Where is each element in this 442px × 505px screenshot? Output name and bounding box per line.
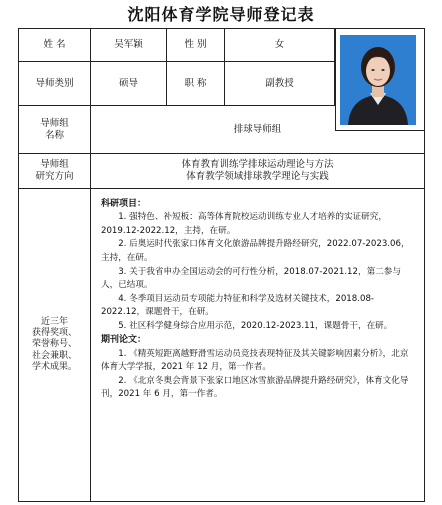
projects-heading: 科研项目： xyxy=(101,199,147,209)
paper-item: 2. 《北京冬奥会背景下张家口地区冰雪旅游品牌提升路经研究》，体育文化导刊，2021 年 6 月，第一作者。 xyxy=(101,375,409,400)
gender-value: 女 xyxy=(225,29,335,62)
rank-value: 副教授 xyxy=(225,62,335,106)
project-item: 5. 社区科学健身综合应用示范，2020.12-2023.11，课题骨干，在研。 xyxy=(118,320,393,331)
direction-values xyxy=(91,154,424,189)
direction-line-1: 体育教育训练学排球运动理论与方法 xyxy=(181,159,334,171)
name-value: 吴军颖 xyxy=(91,29,167,62)
type-label: 导师类别 xyxy=(19,62,91,106)
portrait-photo xyxy=(340,35,416,125)
direction-label: 导师组 研究方向 xyxy=(19,154,91,189)
direction-line-2: 体育教学领域排球教学理论与实践 xyxy=(186,171,329,182)
rank-label: 职 称 xyxy=(167,62,225,106)
achievements-content xyxy=(91,189,423,402)
papers-heading: 期刊论文： xyxy=(101,335,147,346)
type-value: 硕导 xyxy=(91,62,167,106)
project-item: 3. 关于我省申办全国运动会的可行性分析，2018.07-2021.12，第二参与人，已结项。 xyxy=(101,266,401,291)
portrait-figure xyxy=(340,35,416,125)
paper-item: 1. 《精英短距离越野滑雪运动员竞技表现特征及其关键影响因素分析》，北京体育大学学报，2021 年 12 月，第一作者。 xyxy=(101,348,409,373)
group-label: 导师组 名称 xyxy=(19,106,91,154)
project-item: 1. 强特色、补短板：高等体育院校运动训练专业人才培养的实证研究，2019.12-2022.12，主持，在研。 xyxy=(101,212,387,236)
page-title: 沈阳体育学院导师登记表 xyxy=(127,5,315,24)
group-value: 排球导师组 xyxy=(91,106,424,154)
achievements-label: 近三年 获得奖项、 荣誉称号、 社会兼职、 学术成果。 xyxy=(19,189,91,501)
project-item: 4. 冬季项目运动员专项能力特征和科学及选材关键技术，2018.08-2022.12，课题骨干，在研。 xyxy=(101,293,375,318)
name-label: 姓 名 xyxy=(19,29,91,62)
gender-label: 性 别 xyxy=(167,29,225,62)
project-item: 2. 后奥运时代张家口体育文化旅游品牌提升路经研究，2022.07-2023.06，主持，在研。 xyxy=(101,239,410,263)
